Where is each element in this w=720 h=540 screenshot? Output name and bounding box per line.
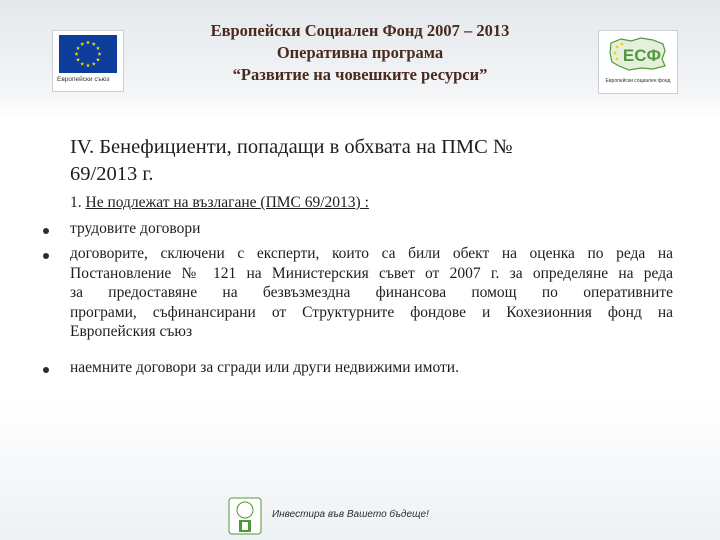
- subheading-number: 1.: [70, 194, 86, 211]
- bullet-line: договорите, сключени с експерти, които са били обект на оценка по реда на: [70, 245, 673, 262]
- subheading-text: Не подлежат на възлагане (ПМС 69/2013) :: [85, 194, 369, 211]
- bullet-line: наемните договори за сгради или други недвижими имоти.: [70, 359, 459, 376]
- header-line-2: Оперативна програма: [276, 43, 444, 62]
- bullet-line: Европейския съюз: [70, 323, 193, 340]
- bullet-item-3: [70, 358, 673, 378]
- bullet-item-1: [70, 219, 673, 239]
- esf-text: ЕСФ: [622, 46, 662, 65]
- section-heading-line-1: IV. Бенефициенти, попадащи в обхвата на ПМС №: [70, 136, 513, 158]
- eu-logo: [52, 30, 124, 92]
- esf-logo: [598, 30, 678, 94]
- eu-flag-icon: [59, 35, 117, 73]
- section-heading: [70, 134, 670, 188]
- footer-slogan: Инвестира във Вашето бъдеще!: [272, 509, 429, 520]
- bullet-line: за предоставяне на безвъзмездна финансова помощ по оперативните: [70, 284, 673, 301]
- header-line-1: Европейски Социален Фонд 2007 – 2013: [210, 21, 510, 40]
- bullet-dot: [43, 253, 49, 259]
- bullet-item-2: [70, 244, 673, 342]
- header-line-3: “Развитие на човешките ресурси”: [232, 65, 488, 84]
- bulgaria-map-icon: [607, 35, 669, 73]
- bullet-line: програми, съфинансирани от Структурните фондове и Кохезионния фонд на: [70, 303, 673, 321]
- header-title: [150, 20, 570, 86]
- bullet-line: Постановление № 121 на Министерския съвет от 2007 г. за определяне на реда: [70, 264, 673, 282]
- eu-caption: Европейски съюз: [57, 76, 110, 83]
- bullet-dot: [43, 228, 49, 234]
- operational-programme-logo-icon: [228, 497, 262, 535]
- esf-caption: Европейски социален фонд: [605, 78, 671, 84]
- bullet-line: трудовите договори: [70, 220, 201, 237]
- subheading: [70, 193, 670, 213]
- bullet-dot: [43, 367, 49, 373]
- section-heading-line-2: 69/2013 г.: [70, 163, 154, 185]
